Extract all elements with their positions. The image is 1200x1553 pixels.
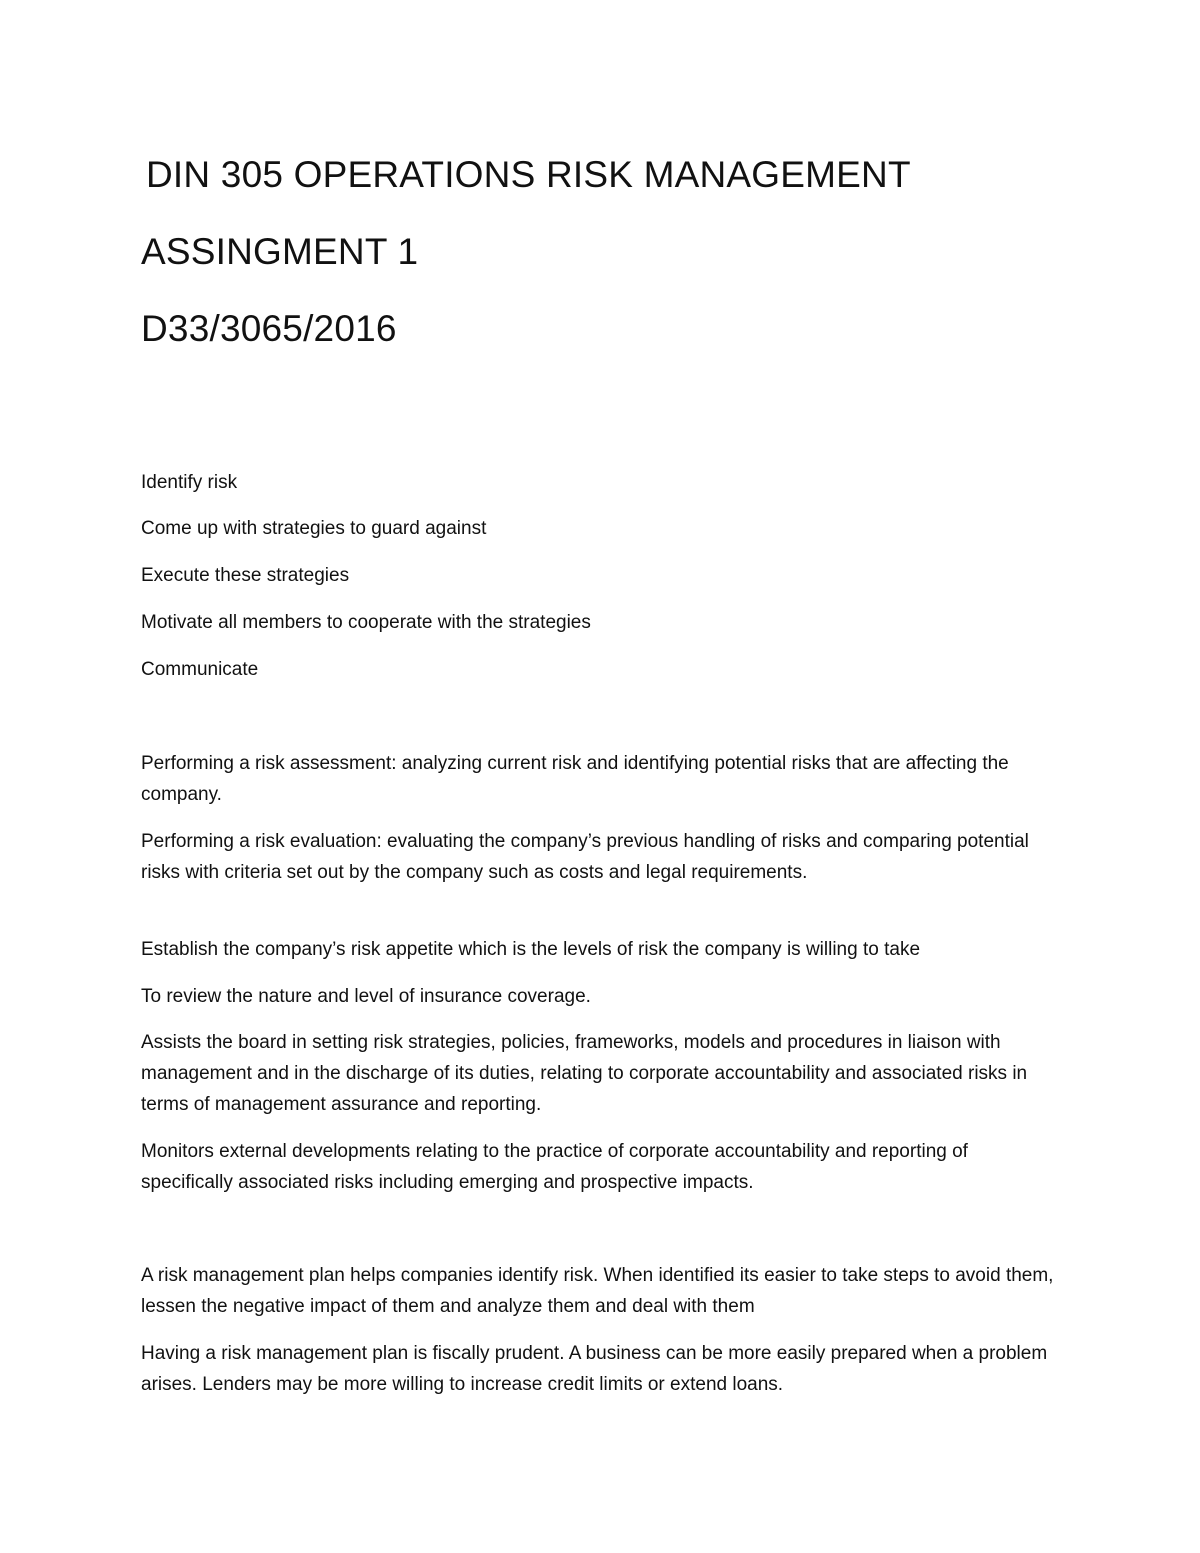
duty-paragraph: To review the nature and level of insurance coverage.	[141, 986, 591, 1007]
benefit-paragraph: A risk management plan helps companies identify risk. When identified its easier to take steps to avoid them, lessen the negative impact of them and analyze them and deal with them	[141, 1265, 1054, 1317]
assignment-label: ASSINGMENT 1	[141, 231, 419, 272]
step-item: Execute these strategies	[141, 565, 350, 586]
duty-paragraph: Monitors external developments relating to the practice of corporate accountability and reporting of specifically associated risks including emerging and prospective impacts.	[141, 1141, 968, 1193]
duty-paragraph: Performing a risk evaluation: evaluating the company’s previous handling of risks and comparing potential risks with criteria set out by the company such as costs and legal requirements.	[141, 831, 1029, 883]
benefit-paragraph: Having a risk management plan is fiscally prudent. A business can be more easily prepared when a problem arises. Lenders may be more willing to increase credit limits or extend loans.	[141, 1343, 1048, 1395]
duty-paragraph: Performing a risk assessment: analyzing current risk and identifying potential risks that are affecting the company.	[141, 753, 1009, 805]
step-item: Come up with strategies to guard against	[141, 518, 487, 539]
document-title: DIN 305 OPERATIONS RISK MANAGEMENT	[146, 154, 911, 195]
step-item: Communicate	[141, 659, 259, 680]
duty-paragraph: Assists the board in setting risk strategies, policies, frameworks, models and procedures in liaison with management and in the discharge of its duties, relating to corporate accountability and associated risks in terms of management assurance and reporting.	[141, 1032, 1028, 1115]
duty-paragraph: Establish the company’s risk appetite which is the levels of risk the company is willing to take	[141, 939, 921, 960]
step-item: Motivate all members to cooperate with the strategies	[141, 612, 591, 633]
student-id: D33/3065/2016	[141, 308, 397, 349]
step-item: Identify risk	[141, 472, 238, 493]
